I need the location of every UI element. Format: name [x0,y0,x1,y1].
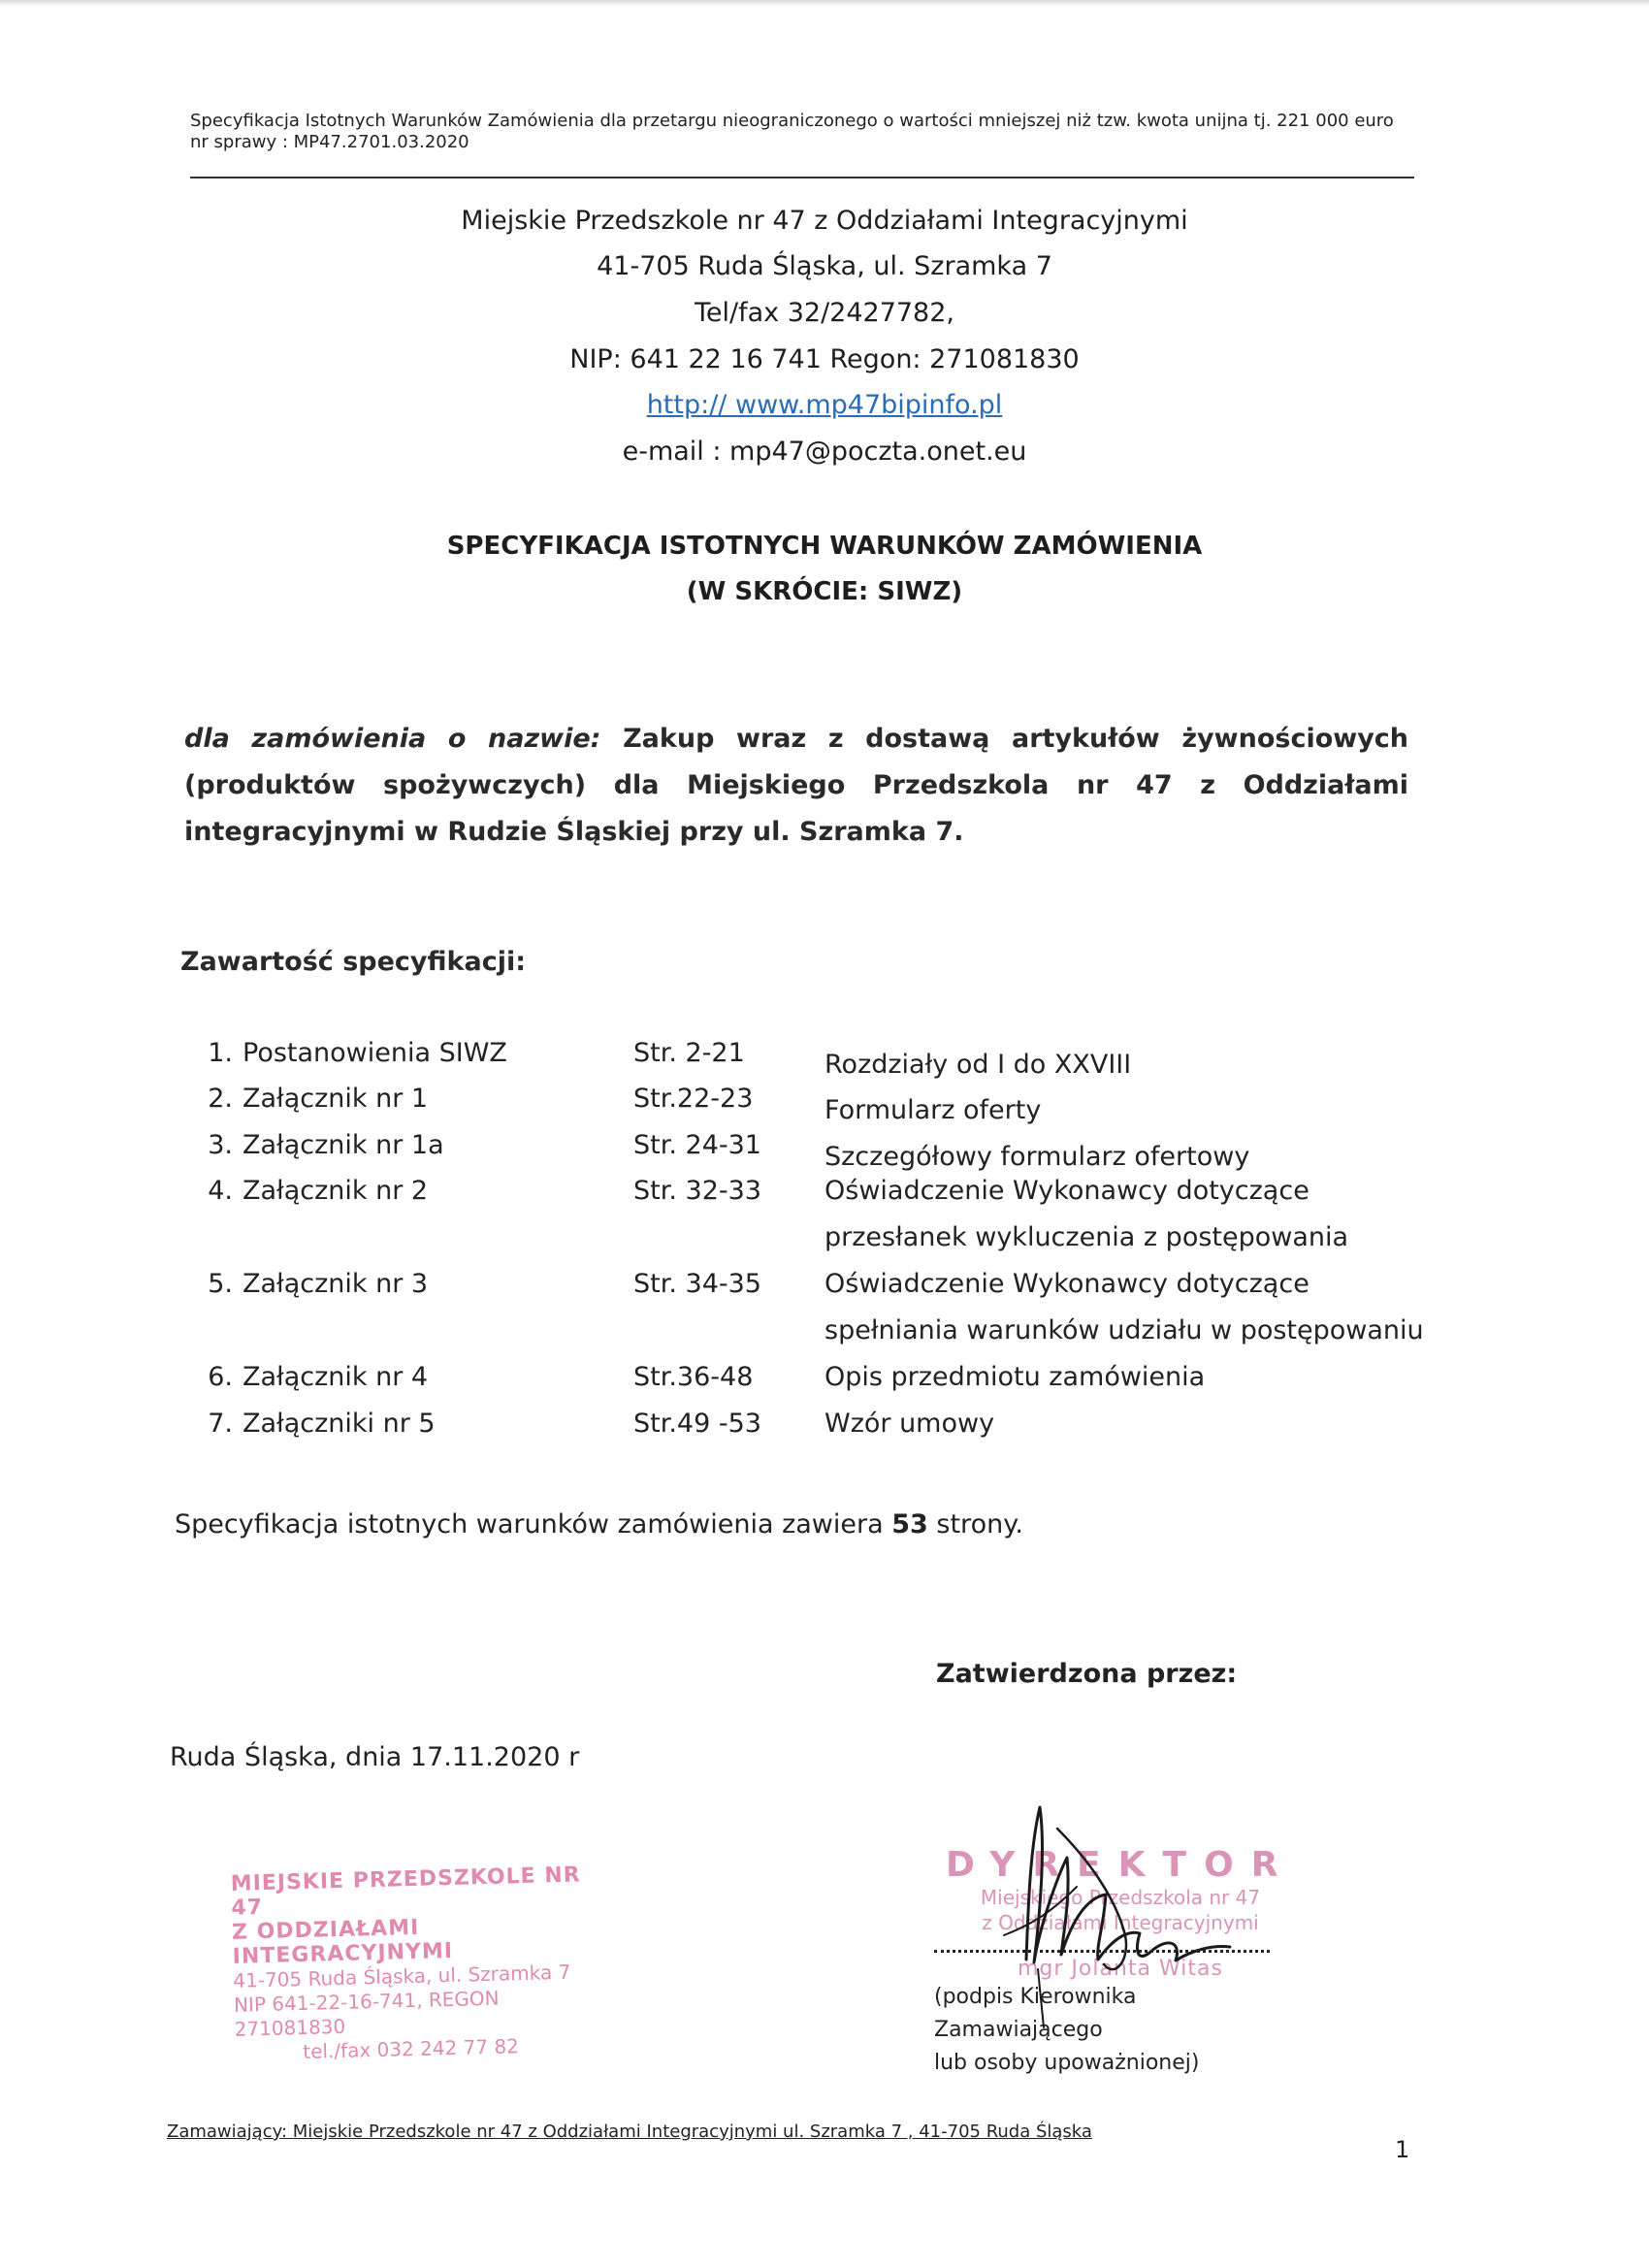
item-pages: Str. 32-33 [633,1176,761,1206]
org-website-link[interactable]: http:// www.mp47bipinfo.pl [646,390,1003,420]
item-description: Opis przedmiotu zamówienia [824,1362,1206,1392]
org-email: e-mail : mp47@poczta.onet.eu [622,437,1027,467]
page-count-suffix: strony. [936,1509,1023,1539]
document-subtitle: (W SKRÓCIE: SIWZ) [686,577,963,606]
document-title: SPECYFIKACJA ISTOTNYCH WARUNKÓW ZAMÓWIENIA [446,532,1203,561]
item-name: Załącznik nr 1 [242,1084,429,1114]
item-description: Wzór umowy [824,1409,995,1439]
item-description: Oświadczenie Wykonawcy dotyczące spełniania warunków udziału w postępowaniu [824,1269,1424,1345]
item-pages: Str.36-48 [633,1362,754,1392]
item-description: Szczegółowy formularz ofertowy [824,1142,1250,1172]
approved-by-label: Zatwierdzona przez: [936,1659,1238,1689]
org-address: 41-705 Ruda Śląska, ul. Szramka 7 [597,251,1052,281]
signature-line [934,1950,1270,1953]
signature-caption [934,1981,1303,2080]
page-number: 1 [1395,2136,1410,2163]
item-number: 2. [208,1084,233,1114]
stamp-line: Z ODDZIAŁAMI INTEGRACYJNYMI [231,1915,454,1969]
item-pages: Str.22-23 [633,1084,754,1114]
org-ids: NIP: 641 22 16 741 Regon: 271081830 [569,344,1080,374]
item-number: 7. [208,1409,233,1439]
item-description: Oświadczenie Wykonawcy dotyczące przesłanek wykluczenia z postępowania [824,1176,1349,1252]
item-number: 1. [208,1038,233,1068]
item-name: Załącznik nr 3 [242,1269,429,1299]
item-name: Załącznik nr 1a [242,1130,444,1160]
stamp-line: z Oddziałami Integracyjnymi [982,1911,1259,1934]
page-count-text: Specyfikacja istotnych warunków zamówienia zawiera [175,1509,884,1539]
stamp-line: Miejskiego Przedszkola nr 47 [980,1886,1261,1909]
item-number: 5. [208,1269,233,1299]
scan-edge [0,0,1649,6]
item-number: 3. [208,1130,233,1160]
order-text: Zakup wraz z dostawą artykułów żywnościowych (produktów spożywczych) dla Miejskiego Przedszkola nr 47 z Oddziałami integracyjnymi w Rudzie Śląskiej przy ul. Szramka 7. [184,724,1409,847]
page-count-number: 53 [891,1509,928,1539]
stamp-line: tel./fax 032 242 77 82 [303,2034,520,2063]
header-line-1: Specyfikacja Istotnych Warunków Zamówienia dla przetargu nieograniczonego o wartości mniejszej niż tzw. kwota unijna tj. 221 000 euro [190,111,1394,131]
org-name: Miejskie Przedszkole nr 47 z Oddziałami Integracyjnymi [461,206,1188,236]
item-pages: Str. 24-31 [633,1130,761,1160]
signature-caption-line: (podpis Kierownika Zamawiającego [934,1985,1137,2042]
item-number: 6. [208,1362,233,1392]
place-and-date: Ruda Śląska, dnia 17.11.2020 r [170,1742,580,1772]
signature-caption-line: lub osoby upoważnionej) [934,2051,1200,2075]
page-count-statement [175,1509,1023,1539]
institution-stamp [230,1863,594,2066]
item-name: Załącznik nr 2 [242,1176,429,1206]
stamp-line: MIEJSKIE PRZEDSZKOLE NR 47 [230,1863,581,1921]
stamp-line: NIP 641-22-16-741, REGON 271081830 [233,1986,500,2041]
item-description: Formularz oferty [824,1095,1042,1125]
item-pages: Str. 2-21 [633,1038,745,1068]
header-divider [190,177,1414,178]
stamp-line: DYREKTOR [946,1845,1296,1885]
item-pages: Str.49 -53 [633,1409,761,1439]
item-number: 4. [208,1176,233,1206]
item-pages: Str. 34-35 [633,1269,761,1299]
header-case-number: nr sprawy : MP47.2701.03.2020 [190,132,469,152]
item-name: Załącznik nr 4 [242,1362,429,1392]
item-name: Postanowienia SIWZ [242,1038,507,1068]
stamp-line: mgr Jolanta Witas [1018,1957,1223,1981]
footer-text: Zamawiający: Miejskie Przedszkole nr 47 z Oddziałami Integracyjnymi ul. Szramka 7 , 41-705 Ruda Śląska [167,2122,1092,2142]
item-name: Załączniki nr 5 [242,1409,436,1439]
order-lead: dla zamówienia o nazwie: [184,724,601,754]
item-description: Rozdziały od I do XXVIII [824,1050,1132,1080]
running-header [190,111,1451,153]
stamp-line: 41-705 Ruda Śląska, ul. Szramka 7 [233,1960,571,1993]
contents-heading: Zawartość specyfikacji: [180,947,527,977]
order-description [184,716,1408,856]
org-phone: Tel/fax 32/2427782, [694,298,954,328]
